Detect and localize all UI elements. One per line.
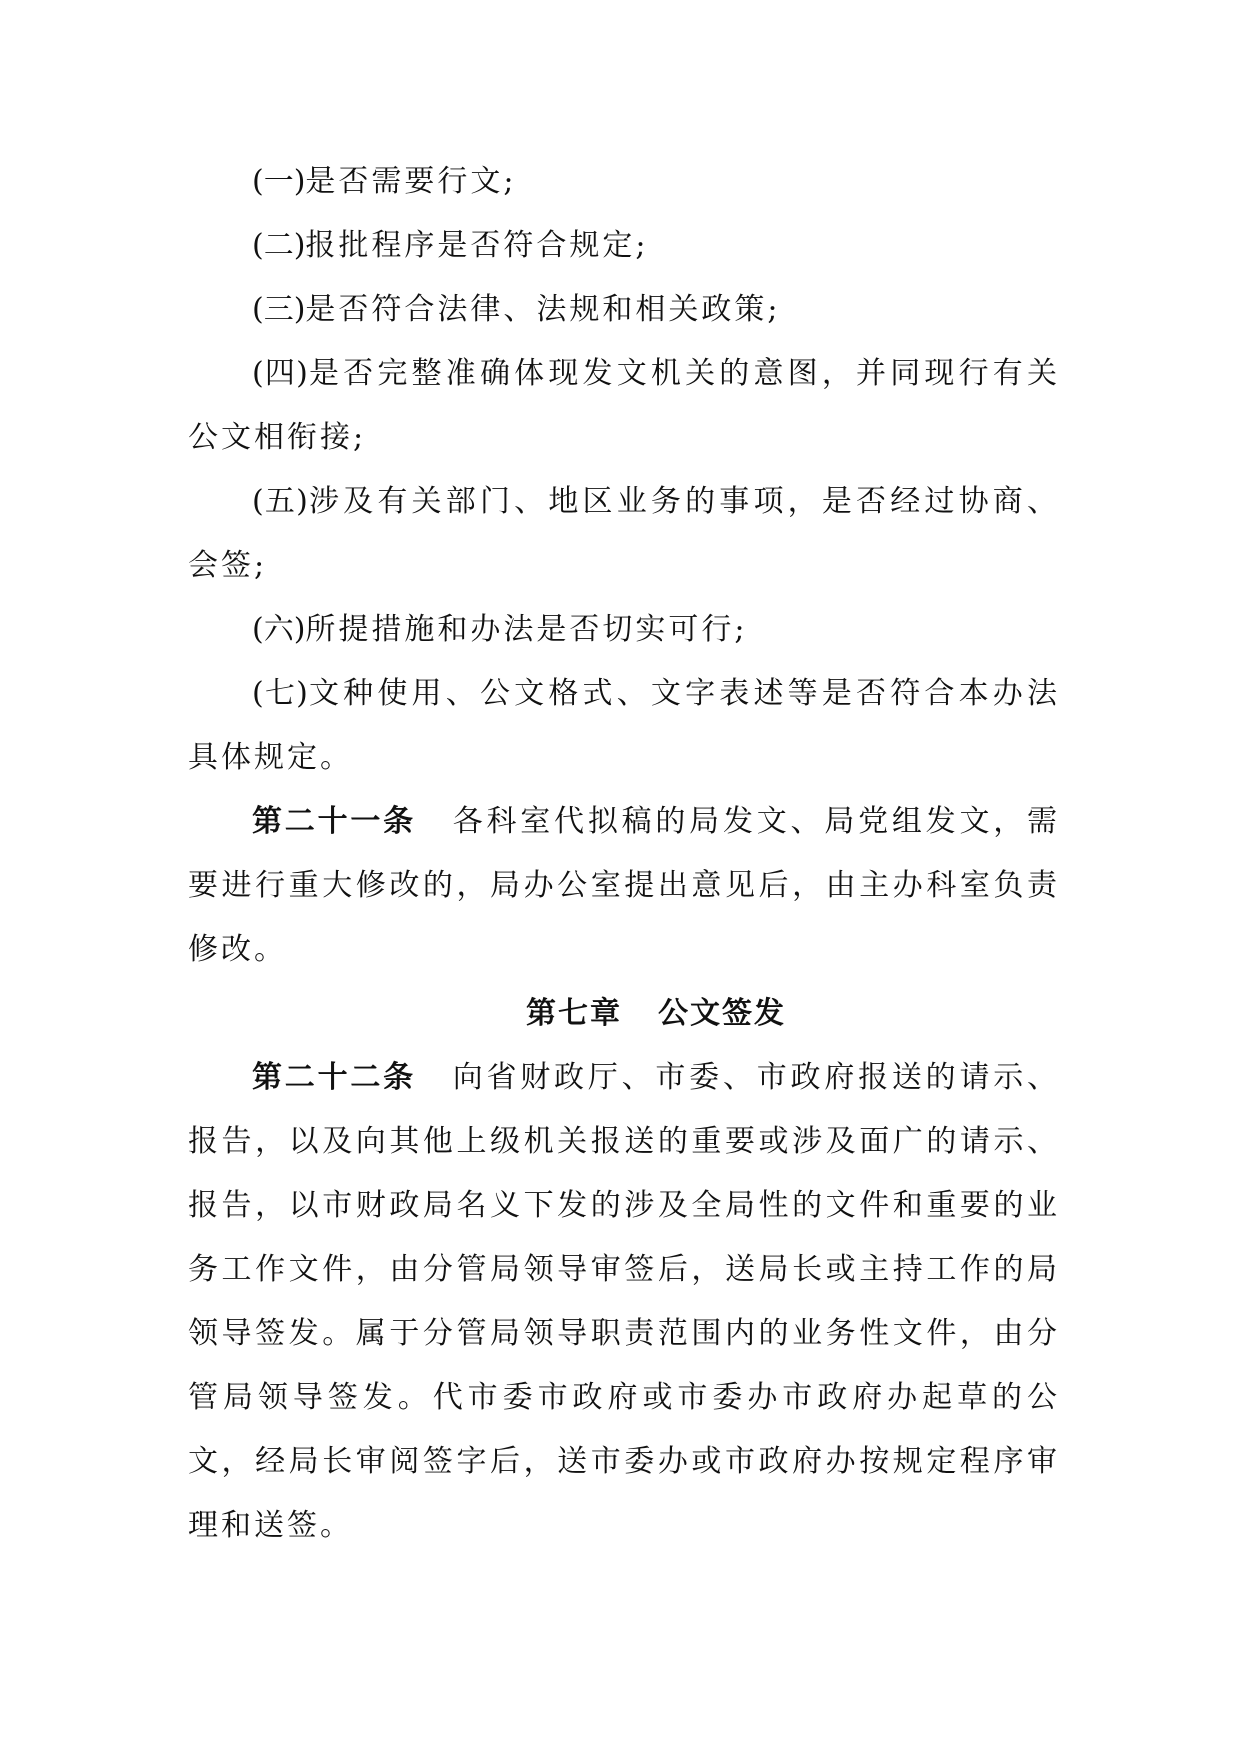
review-item-7 (188, 662, 1060, 790)
item-text: 是否需要行文; (305, 164, 517, 199)
article-text: 各科室代拟稿的局发文、局党组发文，需要进行重大修改的，局办公室提出意见后，由主办科室负责修改。 (188, 804, 1061, 967)
article-text: 向省财政厅、市委、市政府报送的请示、报告，以及向其他上级机关报送的重要或涉及面广的请示、报告，以市财政局名义下发的涉及全局性的文件和重要的业务工作文件，由分管局领导审签后，送局长或主持工作的局领导签发。属于分管局领导职责范围内的业务性文件，由分管局领导签发。代市委市政府或市委办市政府办起草的公文，经局长审阅签字后，送市委办或市政府办按规定程序审理和送签。 (188, 1060, 1061, 1543)
item-label: (五) (252, 484, 308, 519)
item-label: (七) (252, 676, 308, 711)
chapter-heading (188, 982, 1060, 1046)
article-22 (188, 1046, 1060, 1558)
review-item-4 (188, 342, 1060, 470)
item-text: 所提措施和办法是否切实可行; (305, 612, 748, 647)
item-label: (六) (252, 612, 306, 647)
article-label: 第二十二条 (252, 1060, 416, 1095)
item-text: 是否完整准确体现发文机关的意图，并同现行有关公文相衔接; (188, 356, 1060, 455)
item-label: (三) (252, 292, 306, 327)
item-text: 是否符合法律、法规和相关政策; (305, 292, 781, 327)
review-item-1 (188, 150, 1060, 214)
item-text: 涉及有关部门、地区业务的事项，是否经过协商、会签; (188, 484, 1060, 583)
item-label: (二) (252, 228, 306, 263)
item-text: 报批程序是否符合规定; (305, 228, 649, 263)
chapter-title: 公文签发 (658, 996, 786, 1031)
item-label: (一) (252, 164, 306, 199)
document-page (188, 150, 1060, 1558)
review-item-6 (188, 598, 1060, 662)
review-item-2 (188, 214, 1060, 278)
article-label: 第二十一条 (252, 804, 416, 839)
item-text: 文种使用、公文格式、文字表述等是否符合本办法具体规定。 (188, 676, 1060, 775)
chapter-number: 第七章 (526, 996, 622, 1031)
review-item-5 (188, 470, 1060, 598)
article-21 (188, 790, 1060, 982)
review-item-3 (188, 278, 1060, 342)
item-label: (四) (252, 356, 308, 391)
